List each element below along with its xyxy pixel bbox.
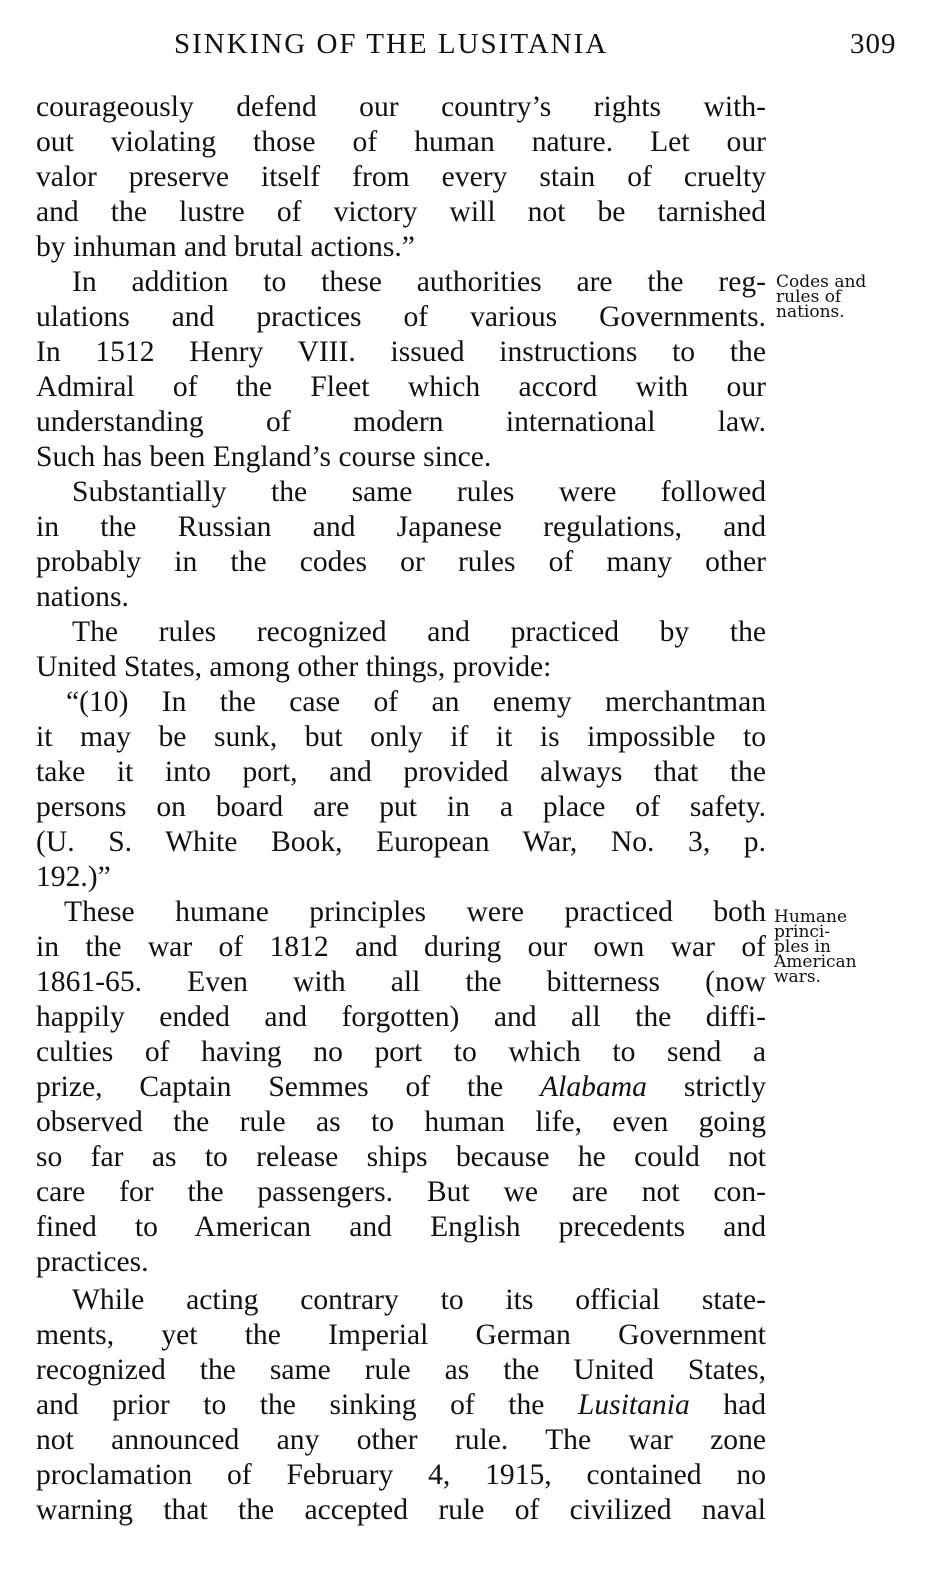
margin-note-line: ples in: [774, 937, 831, 957]
text-line: The rules recognized and practiced by the: [72, 616, 766, 648]
text-line: observed the rule as to human life, even going: [36, 1106, 766, 1138]
text-line: practices.: [36, 1246, 149, 1278]
paragraph-6: [36, 895, 766, 1280]
margin-note-line: rules of: [776, 287, 842, 307]
text-line: In 1512 Henry VIII. issued instructions to the: [36, 336, 766, 368]
text-fragment: had: [689, 1389, 766, 1421]
text-line: take it into port, and provided always that the: [36, 756, 766, 788]
text-line: 192.)”: [36, 861, 111, 893]
quotation: [36, 685, 766, 895]
text-line: understanding of modern international law.: [36, 406, 766, 438]
text-line: valor preserve itself from every stain of cruelty: [36, 161, 766, 193]
running-title: SINKING OF THE LUSITANIA: [174, 28, 609, 60]
text-line: In addition to these authorities are the reg-: [72, 266, 766, 298]
paragraph-2: [36, 265, 766, 475]
text-line: recognized the same rule as the United States,: [36, 1354, 766, 1386]
margin-note-line: wars.: [774, 967, 821, 987]
text-line-alabama: [36, 1070, 766, 1105]
margin-note-humane: [774, 907, 857, 987]
margin-note-line: American: [774, 952, 857, 972]
text-fragment: and prior to the sinking of the: [36, 1389, 578, 1421]
text-line: While acting contrary to its official state-: [72, 1284, 766, 1316]
text-line: and the lustre of victory will not be tarnished: [36, 196, 766, 228]
text-line: in the war of 1812 and during our own war of: [36, 931, 766, 963]
text-line: persons on board are put in a place of safety.: [36, 791, 766, 823]
margin-note-line: Humane: [774, 907, 848, 927]
text-line: not announced any other rule. The war zone: [36, 1424, 766, 1456]
paragraph-3: [36, 475, 766, 615]
text-line: 1861-65. Even with all the bitterness (now: [36, 966, 766, 998]
text-line: (U. S. White Book, European War, No. 3, p.: [36, 826, 766, 858]
text-line: care for the passengers. But we are not con-: [36, 1176, 766, 1208]
text-line: out violating those of human nature. Let our: [36, 126, 766, 158]
text-line: by inhuman and brutal actions.”: [36, 231, 415, 263]
margin-note-line: nations.: [776, 302, 845, 322]
margin-note-codes: [776, 272, 867, 322]
paragraph-7: [36, 1283, 766, 1528]
text-line: in the Russian and Japanese regulations, and: [36, 511, 766, 543]
text-line: Such has been England’s course since.: [36, 441, 492, 473]
text-line: ulations and practices of various Governments.: [36, 301, 766, 333]
text-line: Admiral of the Fleet which accord with our: [36, 371, 766, 403]
margin-note-line: princi-: [774, 922, 831, 942]
paragraph-4: [36, 615, 766, 685]
text-line: culties of having no port to which to send a: [36, 1036, 766, 1068]
text-line: it may be sunk, but only if it is impossible to: [36, 721, 766, 753]
body-text: [36, 90, 766, 1528]
text-line-lusitania: [36, 1388, 766, 1423]
text-line: warning that the accepted rule of civilized naval: [36, 1494, 766, 1526]
text-line: These humane principles were practiced both: [64, 896, 766, 928]
text-line: ments, yet the Imperial German Government: [36, 1319, 766, 1351]
page-number: 309: [850, 28, 897, 60]
text-line: happily ended and forgotten) and all the diffi-: [36, 1001, 766, 1033]
text-line: probably in the codes or rules of many other: [36, 546, 766, 578]
text-line: fined to American and English precedents and: [36, 1211, 766, 1243]
text-line: United States, among other things, provide:: [36, 651, 552, 683]
text-line: Substantially the same rules were followed: [72, 476, 766, 508]
text-line: courageously defend our country’s rights with-: [36, 91, 766, 123]
ship-name-lusitania: Lusitania: [577, 1389, 690, 1421]
text-fragment: strictly: [646, 1071, 767, 1103]
text-line: so far as to release ships because he could not: [36, 1141, 766, 1173]
text-line: “(10) In the case of an enemy merchantman: [66, 686, 766, 718]
text-fragment: prize, Captain Semmes of the: [36, 1071, 541, 1103]
text-line: proclamation of February 4, 1915, contained no: [36, 1459, 766, 1491]
text-line: nations.: [36, 581, 129, 613]
page-header: [0, 28, 950, 68]
paragraph-1: [36, 90, 766, 265]
margin-note-line: Codes and: [776, 272, 867, 292]
ship-name-alabama: Alabama: [540, 1071, 647, 1103]
